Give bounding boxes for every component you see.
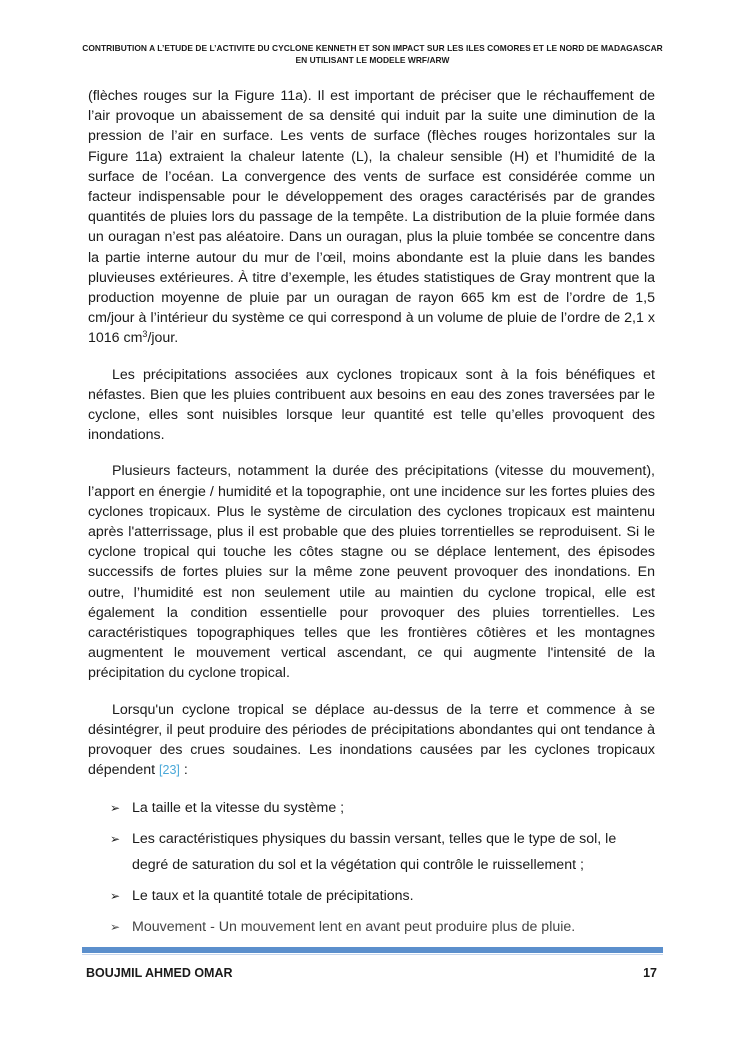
list-item bbox=[88, 914, 655, 940]
paragraph-1-text: (flèches rouges sur la Figure 11a). Il est important de préciser que le réchauffement de l’air provoque un abaissement de sa densité qui induit par la suite une diminution de la pression de l’air en surface. Les vents de surface (flèches rouges horizontales sur la Figure 11a) extraient la chaleur latente (L), la chaleur sensible (H) et l’humidité de la surface de l’océan. La convergence des vents de surface est considérée comme un facteur indispensable pour le développement des orages caractérisés par de grandes quantités de pluies lors du passage de la tempête. La distribution de la pluie formée dans un ouragan n’est pas aléatoire. Dans un ouragan, plus la pluie tombée se concentre dans la partie interne autour du mur de l’œil, moins abondante est la pluie dans les bandes pluvieuses extérieures. À titre d’exemple, les études statistiques de Gray montrent que la production moyenne de pluie par un ouragan de rayon 665 km est de l’ordre de 1,5 cm/jour à l’intérieur du système ce qui correspond à un volume de pluie de l’ordre de 2,1 x 1016 cm bbox=[88, 88, 655, 347]
arrow-bullet-icon: ➢ bbox=[110, 831, 121, 846]
running-header bbox=[70, 42, 675, 66]
arrow-bullet-icon: ➢ bbox=[110, 919, 121, 934]
footer-divider-line bbox=[82, 954, 663, 955]
citation-link-23[interactable]: [23] bbox=[159, 763, 180, 778]
list-item bbox=[88, 826, 655, 878]
paragraph-4-tail: : bbox=[179, 762, 188, 779]
page-body bbox=[88, 86, 655, 945]
superscript-3: 3 bbox=[142, 329, 148, 340]
header-line-2: EN UTILISANT LE MODELE WRF/ARW bbox=[295, 55, 450, 65]
paragraph-1-tail: /jour. bbox=[147, 330, 179, 347]
arrow-bullet-icon: ➢ bbox=[110, 888, 121, 903]
footer-author: BOUJMIL AHMED OMAR bbox=[86, 966, 233, 980]
arrow-bullet-icon: ➢ bbox=[110, 800, 121, 815]
paragraph-3: Plusieurs facteurs, notamment la durée des précipitations (vitesse du mouvement), l’apport en énergie / humidité et la topographie, ont une incidence sur les fortes pluies des cyclones tropicaux. Plus le système de circulation des cyclones tropicaux est maintenu après l'atterrissage, plus il est probable que des pluies torrentielles se reproduisent. Si le cyclone tropical qui touche les côtes stagne ou se déplace lentement, des épisodes successifs de fortes pluies sur la même zone peuvent provoquer des inondations. En outre, l’humidité est non seulement utile au maintien du cyclone tropical, elle est également la condition essentielle pour provoquer des pluies torrentielles. Les caractéristiques topographiques telles que les frontières côtières et les montagnes augmentent le mouvement vertical ascendant, ce qui augmente l'intensité de la précipitation du cyclone tropical. bbox=[88, 463, 655, 682]
paragraph-4 bbox=[88, 700, 655, 781]
footer-divider-bar bbox=[82, 947, 663, 953]
list-item-text: Les caractéristiques physiques du bassin versant, telles que le type de sol, le degré de saturation du sol et la végétation qui contrôle le ruissellement ; bbox=[132, 830, 617, 873]
list-item-text: Le taux et la quantité totale de précipitations. bbox=[132, 887, 414, 904]
bullet-list bbox=[88, 795, 655, 940]
list-item bbox=[88, 795, 655, 821]
list-item bbox=[88, 883, 655, 909]
list-item-text: Mouvement - Un mouvement lent en avant peut produire plus de pluie. bbox=[132, 918, 576, 935]
paragraph-1 bbox=[88, 86, 655, 349]
paragraph-2: Les précipitations associées aux cyclones tropicaux sont à la fois bénéfiques et néfastes. Bien que les pluies contribuent aux besoins en eau des zones traversées par le cyclone, elles sont nuisibles lorsque leur quantité est telle qu’elles provoquent des inondations. bbox=[88, 366, 655, 444]
page-number: 17 bbox=[643, 966, 657, 980]
header-line-1: CONTRIBUTION A L’ETUDE DE L’ACTIVITE DU CYCLONE KENNETH ET SON IMPACT SUR LES ILES COMORES ET LE NORD DE MADAGASCAR bbox=[82, 43, 663, 53]
list-item-text: La taille et la vitesse du système ; bbox=[132, 799, 345, 816]
paragraph-4-text: Lorsqu'un cyclone tropical se déplace au-dessus de la terre et commence à se désintégrer, il peut produire des périodes de précipitations abondantes qui ont tendance à provoquer des crues soudaines. Les inondations causées par les cyclones tropicaux dépendent bbox=[88, 701, 655, 779]
